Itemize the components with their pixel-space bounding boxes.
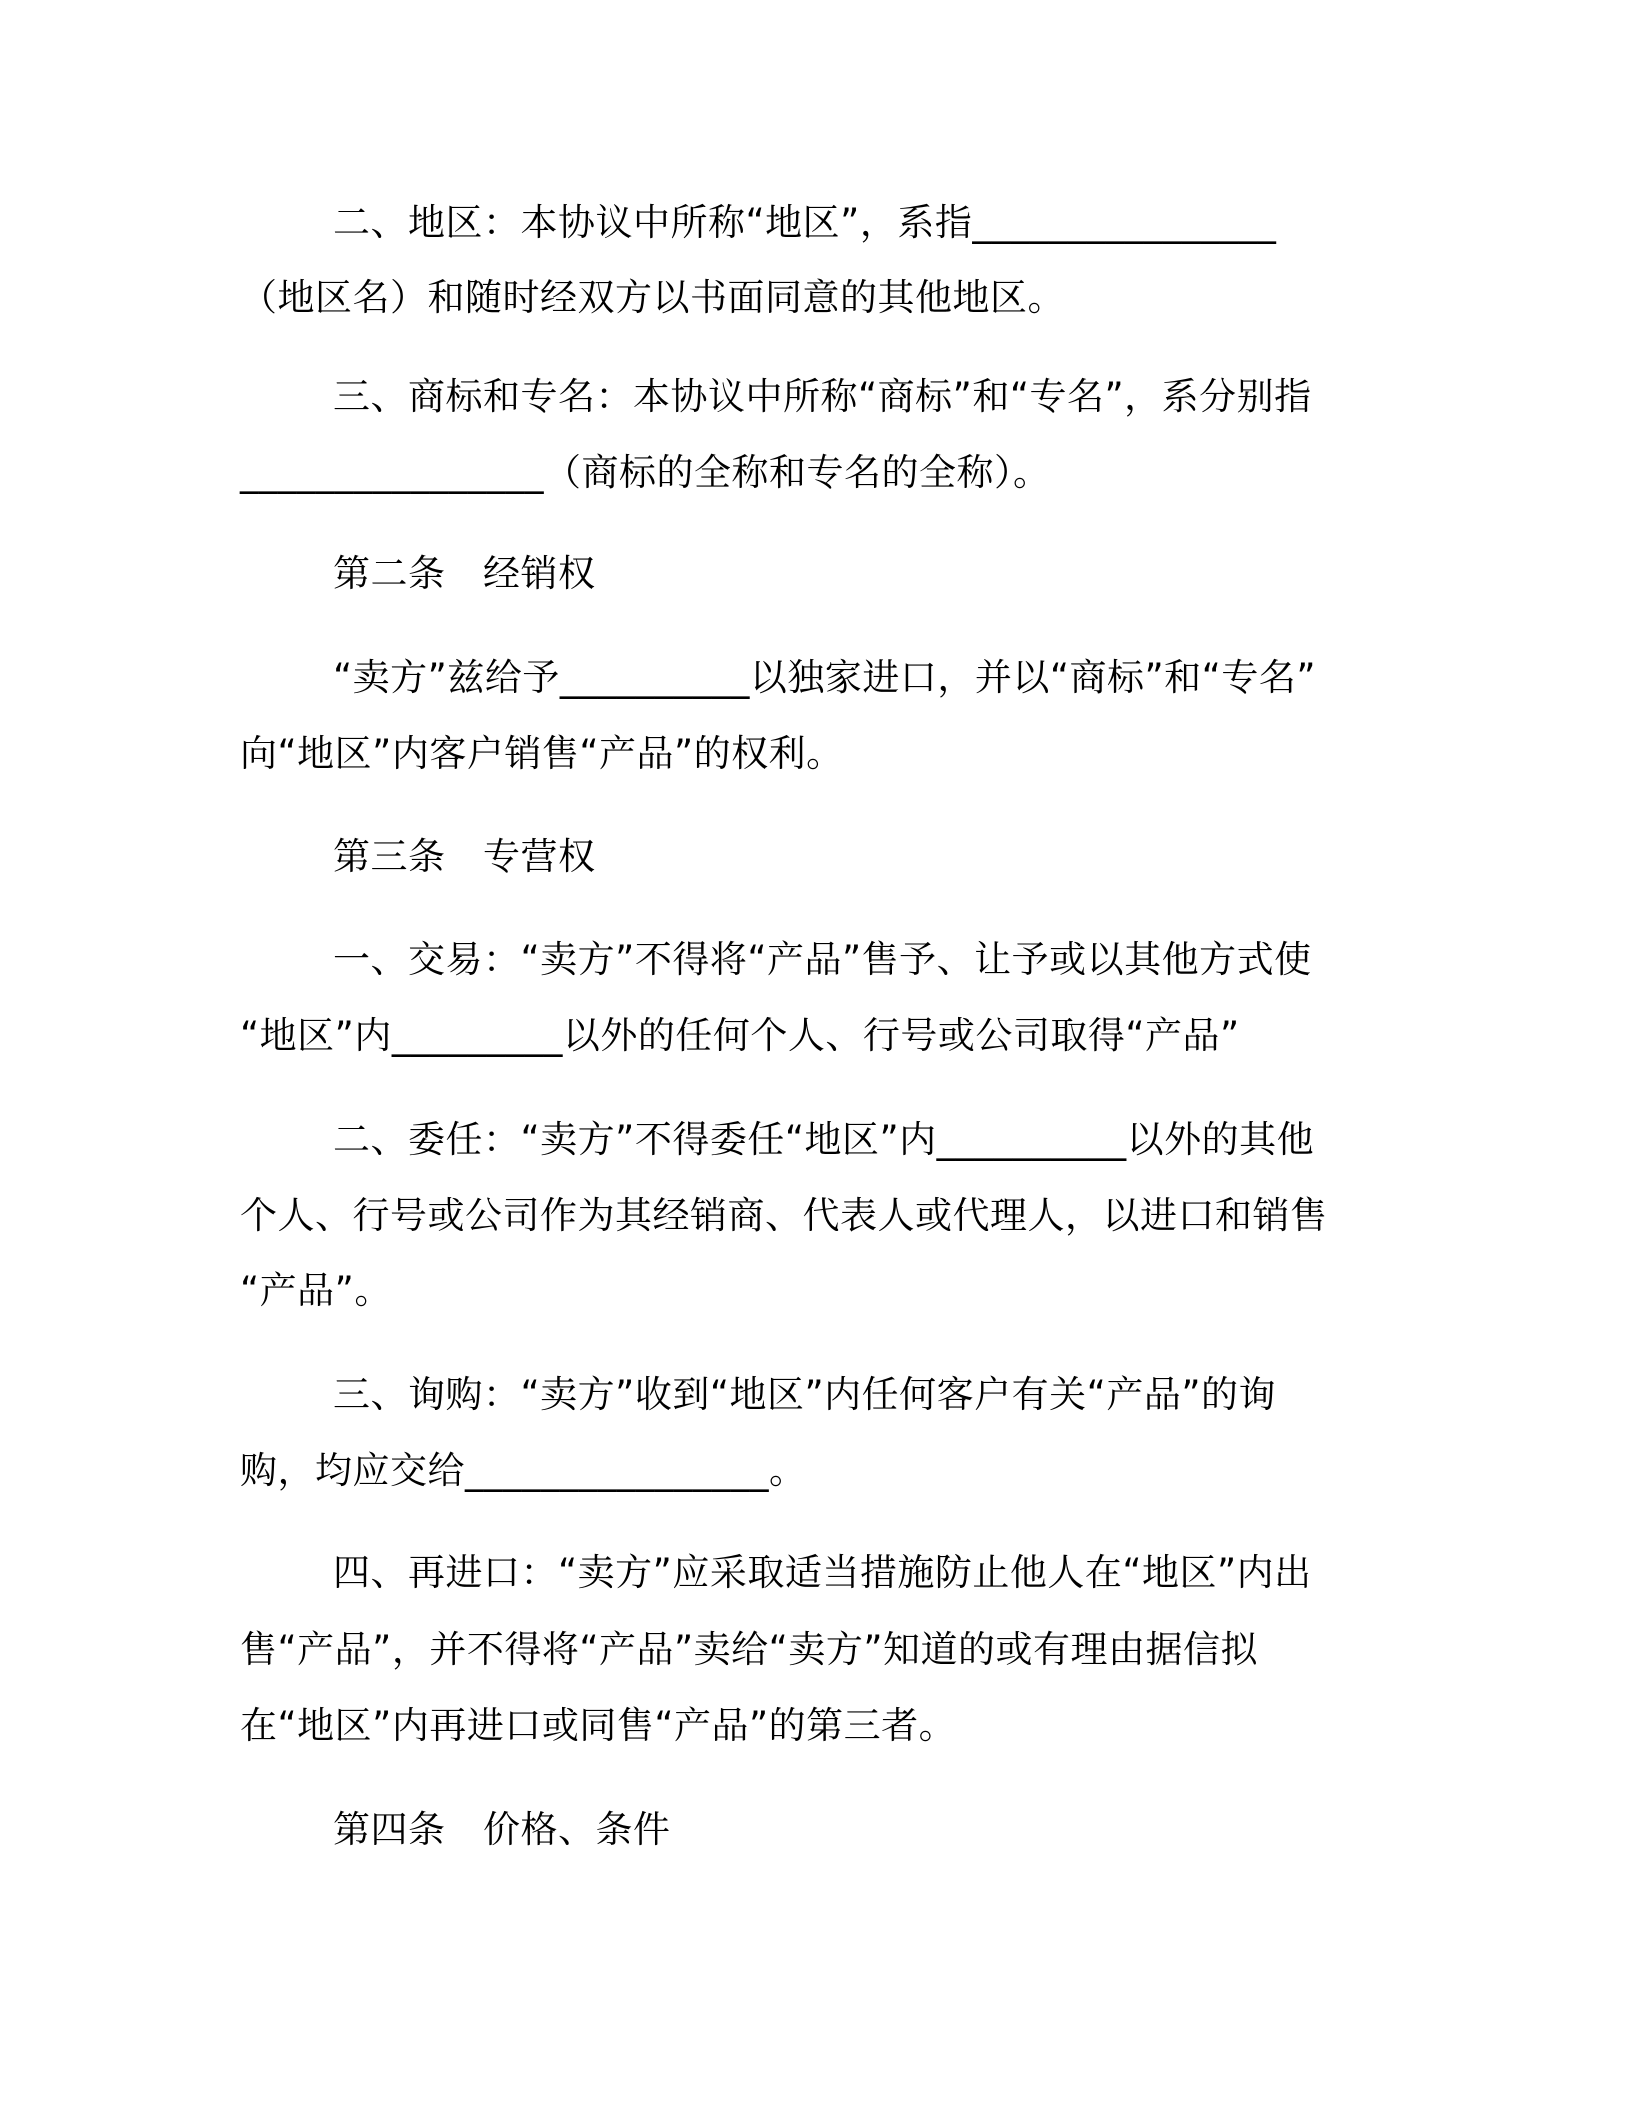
clause-reimport-line-3: 在“地区”内再进口或同售“产品”的第三者。 [240, 1704, 957, 1747]
clause-inquiry-line-1: 三、询购：“卖方”收到“地区”内任何客户有关“产品”的询 [333, 1373, 1277, 1416]
clause-region-line-2: （地区名）和随时经双方以书面同意的其他地区。 [240, 276, 1065, 319]
distribution-right-line-2: 向“地区”内客户销售“产品”的权利。 [240, 732, 844, 775]
distribution-right-line-1: “卖方”兹给予__________以独家进口，并以“商标”和“专名” [333, 656, 1317, 699]
clause-reimport-line-1: 四、再进口：“卖方”应采取适当措施防止他人在“地区”内出 [333, 1551, 1312, 1594]
clause-reimport-line-2: 售“产品”，并不得将“产品”卖给“卖方”知道的或有理由据信拟 [240, 1628, 1259, 1671]
clause-trademark-line-2: ________________（商标的全称和专名的全称）。 [240, 451, 1051, 494]
clause-inquiry-line-2: 购，均应交给________________。 [240, 1449, 807, 1492]
article-2-heading: 第二条 经销权 [333, 552, 596, 595]
clause-appointment-line-1: 二、委任：“卖方”不得委任“地区”内__________以外的其他 [333, 1118, 1315, 1161]
article-4-heading: 第四条 价格、条件 [333, 1808, 671, 1851]
article-3-heading: 第三条 专营权 [333, 835, 596, 878]
clause-trademark-line-1: 三、商标和专名：本协议中所称“商标”和“专名”，系分别指 [333, 375, 1312, 418]
clause-appointment-line-3: “产品”。 [240, 1269, 392, 1312]
clause-region-line-1: 二、地区：本协议中所称“地区”，系指________________ [333, 201, 1277, 244]
clause-trade-line-2: “地区”内_________以外的任何个人、行号或公司取得“产品” [240, 1014, 1240, 1057]
clause-trade-line-1: 一、交易：“卖方”不得将“产品”售予、让予或以其他方式使 [333, 938, 1312, 981]
clause-appointment-line-2: 个人、行号或公司作为其经销商、代表人或代理人，以进口和销售 [240, 1194, 1328, 1237]
